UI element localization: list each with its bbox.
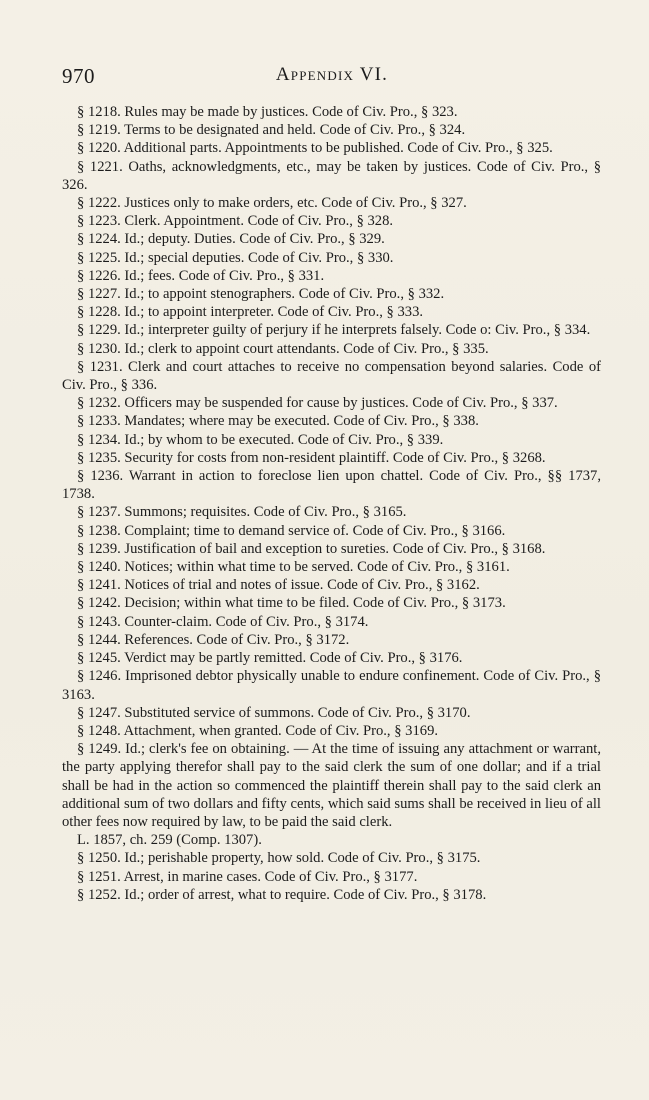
section-1249: § 1249. Id.; clerk's fee on obtaining. — At the time of issuing any attachment or warrant, the party applying therefor shall pay to the said clerk the sum of one dollar; and if a trial shall be had in the action so commenced the plaintiff therein shall pay to the said clerk an additional sum of two dollars and fifty cents, which said sums shall be received in lieu of all other fees now required by law, to be paid the said clerk. — [62, 741, 601, 830]
section-1222: § 1222. Justices only to make orders, etc. Code of Civ. Pro., § 327. — [77, 195, 467, 212]
section-1251: § 1251. Arrest, in marine cases. Code of Civ. Pro., § 3177. — [77, 868, 418, 885]
section-1221: § 1221. Oaths, acknowledgments, etc., may be taken by justices. Code of Civ. Pro., § 326. — [62, 158, 601, 193]
section-1239: § 1239. Justification of bail and exception to sureties. Code of Civ. Pro., § 3168. — [77, 540, 546, 557]
section-1246: § 1246. Imprisoned debtor physically unable to endure confinement. Code of Civ. Pro., § 3163. — [62, 668, 601, 703]
section-1243: § 1243. Counter-claim. Code of Civ. Pro., § 3174. — [77, 613, 369, 630]
section-1219: § 1219. Terms to be designated and held. Code of Civ. Pro., § 324. — [77, 122, 466, 139]
section-1242: § 1242. Decision; within what time to be filed. Code of Civ. Pro., § 3173. — [77, 595, 506, 612]
section-1233: § 1233. Mandates; where may be executed. Code of Civ. Pro., § 338. — [77, 413, 479, 430]
section-1236: § 1236. Warrant in action to foreclose lien upon chattel. Code of Civ. Pro., §§ 1737, 1738. — [62, 468, 601, 503]
section-1244: § 1244. References. Code of Civ. Pro., § 3172. — [77, 631, 350, 648]
section-1248: § 1248. Attachment, when granted. Code of Civ. Pro., § 3169. — [77, 722, 439, 739]
section-1220: § 1220. Additional parts. Appointments to be published. Code of Civ. Pro., § 325. — [77, 140, 553, 157]
section-1234: § 1234. Id.; by whom to be executed. Code of Civ. Pro., § 339. — [77, 431, 444, 448]
section-1224: § 1224. Id.; deputy. Duties. Code of Civ. Pro., § 329. — [77, 231, 385, 248]
section-1238: § 1238. Complaint; time to demand service of. Code of Civ. Pro., § 3166. — [77, 522, 506, 539]
section-1230: § 1230. Id.; clerk to appoint court attendants. Code of Civ. Pro., § 335. — [77, 340, 489, 357]
section-1225: § 1225. Id.; special deputies. Code of Civ. Pro., § 330. — [77, 249, 394, 266]
section-1241: § 1241. Notices of trial and notes of issue. Code of Civ. Pro., § 3162. — [77, 577, 480, 594]
section-1235: § 1235. Security for costs from non-resident plaintiff. Code of Civ. Pro., § 3268. — [77, 449, 546, 466]
statute-citation: L. 1857, ch. 259 (Comp. 1307). — [77, 832, 262, 849]
section-1250: § 1250. Id.; perishable property, how sold. Code of Civ. Pro., § 3175. — [77, 850, 481, 867]
section-1237: § 1237. Summons; requisites. Code of Civ. Pro., § 3165. — [77, 504, 407, 521]
section-1227: § 1227. Id.; to appoint stenographers. Code of Civ. Pro., § 332. — [77, 286, 445, 303]
statute-text — [62, 103, 601, 904]
section-1247: § 1247. Substituted service of summons. Code of Civ. Pro., § 3170. — [77, 704, 471, 721]
section-1252: § 1252. Id.; order of arrest, what to require. Code of Civ. Pro., § 3178. — [77, 886, 487, 903]
page-number: 970 — [62, 64, 95, 88]
section-1229: § 1229. Id.; interpreter guilty of perjury if he interprets falsely. Code o: Civ. Pro., § 334. — [77, 322, 591, 339]
section-1232: § 1232. Officers may be suspended for cause by justices. Code of Civ. Pro., § 337. — [77, 395, 558, 412]
section-1226: § 1226. Id.; fees. Code of Civ. Pro., § 331. — [77, 267, 325, 284]
section-1228: § 1228. Id.; to appoint interpreter. Code of Civ. Pro., § 333. — [77, 304, 424, 321]
section-1231: § 1231. Clerk and court attaches to receive no compensation beyond salaries. Code of Civ. Pro., § 336. — [62, 358, 601, 394]
section-1223: § 1223. Clerk. Appointment. Code of Civ. Pro., § 328. — [77, 213, 394, 230]
page-header — [62, 64, 602, 88]
section-1240: § 1240. Notices; within what time to be served. Code of Civ. Pro., § 3161. — [77, 559, 510, 576]
section-1218: § 1218. Rules may be made by justices. Code of Civ. Pro., § 323. — [77, 104, 458, 120]
section-1245: § 1245. Verdict may be partly remitted. Code of Civ. Pro., § 3176. — [77, 650, 463, 667]
running-head: Appendix VI. — [275, 64, 389, 85]
